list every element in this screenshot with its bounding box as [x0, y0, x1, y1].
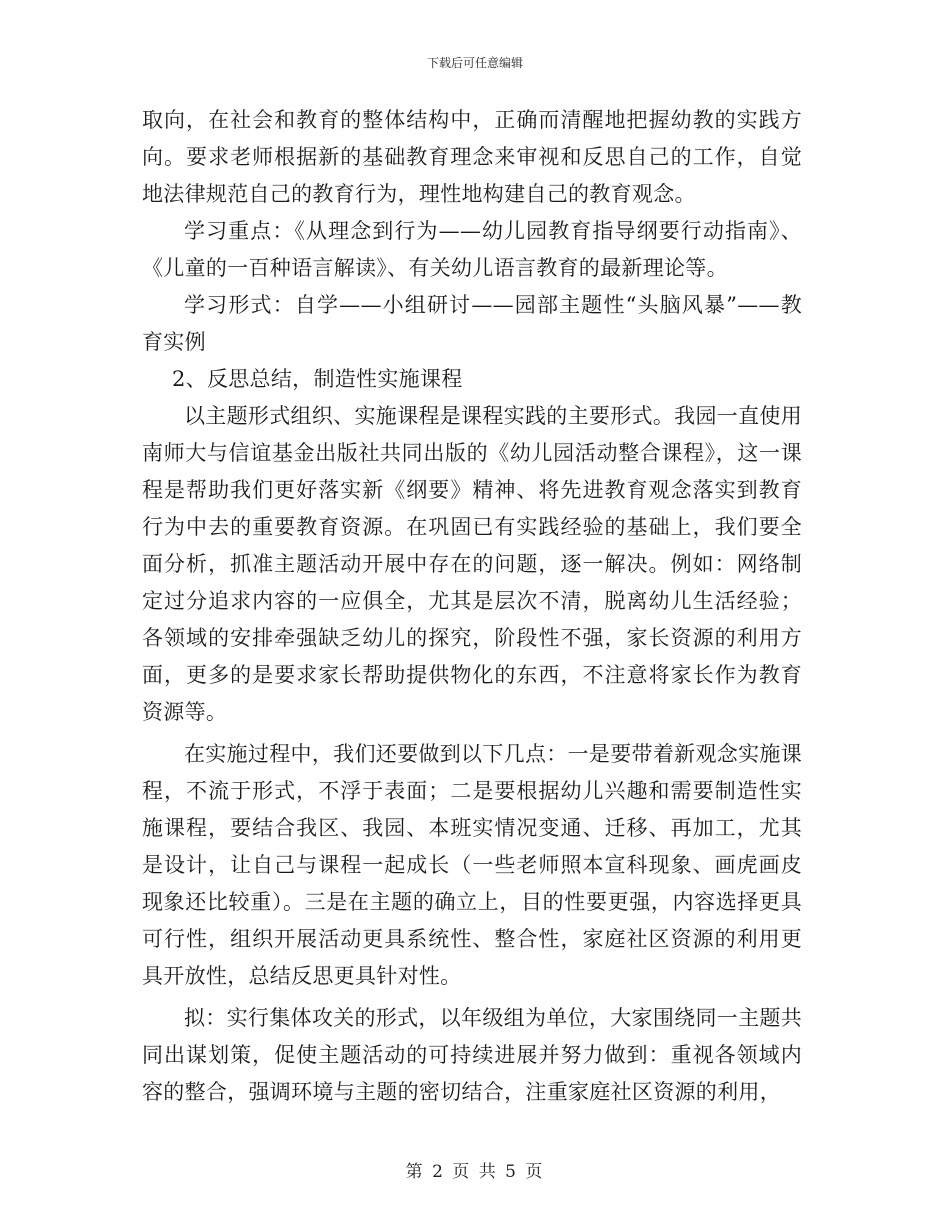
paragraph-study-format: 学习形式：自学——小组研讨——园部主题性“头脑风暴”——教育实例 [142, 293, 802, 354]
section-heading: 2、反思总结，制造性实施课程 [172, 367, 463, 391]
paragraph-curriculum: 以主题形式组织、实施课程是课程实践的主要形式。我园一直使用南师大与信谊基金出版社共同出版的《幼儿园活动整合课程》，这一课程是帮助我们更好落实新《纲要》精神、将先进教育观念落实到教育行为中去的重要教育资源。在巩固已有实践经验的基础上，我们要全面分析，抓准主题活动开展中存在的问题，逐一解决。例如：网络制定过分追求内容的一应俱全，尤其是层次不清，脱离幼儿生活经验；各领域的安排牵强缺乏幼儿的探究，阶段性不强，家长资源的利用方面，更多的是要求家长帮助提供物化的东西，不注意将家长作为教育资源等。 [142, 404, 802, 724]
document-body [142, 102, 802, 1111]
paragraph-plan: 拟：实行集体攻关的形式，以年级组为单位，大家围绕同一主题共同出谋划策，促使主题活动的可持续进展并努力做到：重视各领域内容的整合，强调环境与主题的密切结合，注重家庭社区资源的利用， [142, 1006, 802, 1104]
paragraph-continuation: 取向，在社会和教育的整体结构中，正确而清醒地把握幼教的实践方向。要求老师根据新的基础教育理念来审视和反思自己的工作，自觉地法律规范自己的教育行为，理性地构建自己的教育观念。 [142, 108, 802, 206]
page-header: 下载后可任意编辑 [426, 56, 523, 70]
paragraph-implementation: 在实施过程中，我们还要做到以下几点：一是要带着新观念实施课程，不流于形式，不浮于表面；二是要根据幼儿兴趣和需要制造性实施课程，要结合我区、我园、本班实情况变通、迁移、再加工，尤其是设计，让自己与课程一起成长（一些老师照本宣科现象、画虎画皮现象还比较重）。三是在主题的确立上，目的性要更强，内容选择更具可行性，组织开展活动更具系统性、整合性，家庭社区资源的利用更具开放性，总结反思更具针对性。 [142, 742, 802, 988]
paragraph-study-focus: 学习重点：《从理念到行为——幼儿园教育指导纲要行动指南》、《儿童的一百种语言解读》、有关幼儿语言教育的最新理论等。 [142, 219, 802, 280]
page-footer: 第 2 页 共 5 页 [405, 1162, 545, 1182]
